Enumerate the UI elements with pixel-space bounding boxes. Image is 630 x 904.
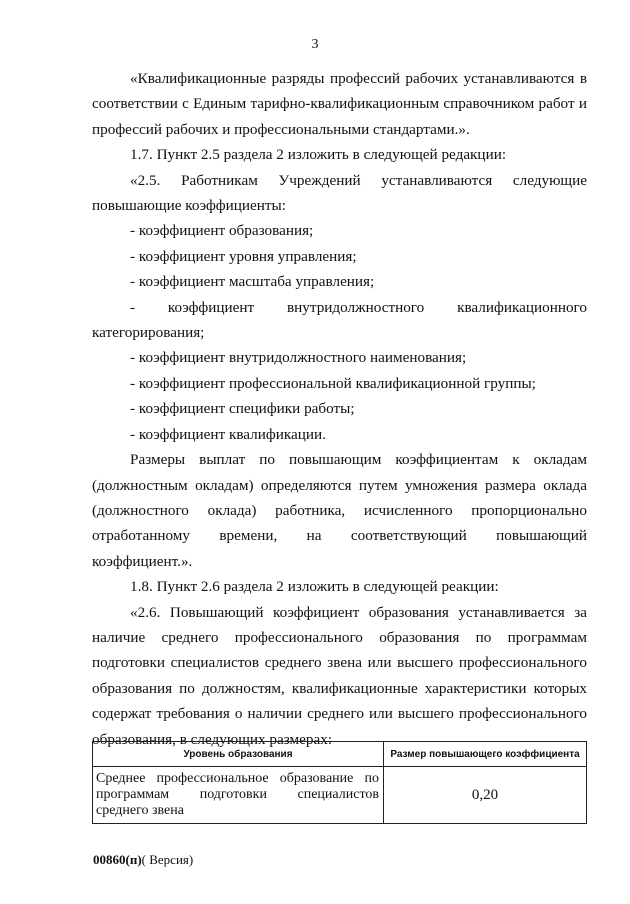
table-header-row: [93, 742, 587, 767]
cell-coefficient-value: 0,20: [384, 767, 587, 824]
paragraph-qualification-ranks: «Квалификационные разряды профессий рабочих устанавливаются в соответствии с Единым тарифно-квалификационным справочником работ и профессий рабочих и профессиональными стандартами.».: [92, 70, 587, 138]
paragraph-clause-2-5: «2.5. Работникам Учреждений устанавливаются следующие повышающие коэффициенты:: [92, 171, 587, 215]
document-code: 00860(п): [93, 852, 142, 867]
column-header-education-level: Уровень образования: [93, 742, 384, 767]
paragraph-clause-2-6: «2.6. Повышающий коэффициент образования устанавливается за наличие среднего профессионального образования по программам подготовки специалистов среднего звена или высшего профессионального образования по должностям, квалификационные характеристики которых содержат требования о наличии среднего или высшего профессионального образования, в следующих размерах:: [92, 603, 587, 748]
document-footer: [93, 852, 193, 868]
paragraph-item-1-7: 1.7. Пункт 2.5 раздела 2 изложить в следующей редакции:: [130, 146, 507, 164]
page-number: 3: [311, 37, 319, 52]
list-item-education-coefficient: - коэффициент образования;: [130, 222, 314, 240]
list-item-position-name-coefficient: - коэффициент внутридолжностного наименования;: [130, 349, 467, 367]
list-item-categorization-coefficient: - коэффициент внутридолжностного квалификационного категорирования;: [92, 298, 587, 342]
education-coefficient-table: [92, 741, 587, 824]
column-header-coefficient: Размер повышающего коэффициента: [384, 742, 587, 767]
table-row: [93, 767, 587, 824]
list-item-professional-group-coefficient: - коэффициент профессиональной квалификационной группы;: [130, 374, 536, 392]
cell-education-level: Среднее профессиональное образование по программам подготовки специалистов среднего звена: [93, 767, 384, 824]
list-item-work-specifics-coefficient: - коэффициент специфики работы;: [130, 400, 355, 418]
list-item-management-scale-coefficient: - коэффициент масштаба управления;: [130, 273, 375, 291]
document-body: [92, 66, 587, 752]
document-version: ( Версия): [141, 852, 194, 867]
list-item-management-level-coefficient: - коэффициент уровня управления;: [130, 247, 357, 265]
paragraph-payment-sizes: Размеры выплат по повышающим коэффициентам к окладам (должностным окладам) определяются путем умножения размера оклада (должностного оклада) работника, исчисленного пропорционально отработанному времени, на соответствующий повышающий коэффициент.».: [92, 451, 587, 570]
paragraph-item-1-8: 1.8. Пункт 2.6 раздела 2 изложить в следующей реакции:: [130, 578, 499, 596]
list-item-qualification-coefficient: - коэффициент квалификации.: [130, 425, 326, 443]
